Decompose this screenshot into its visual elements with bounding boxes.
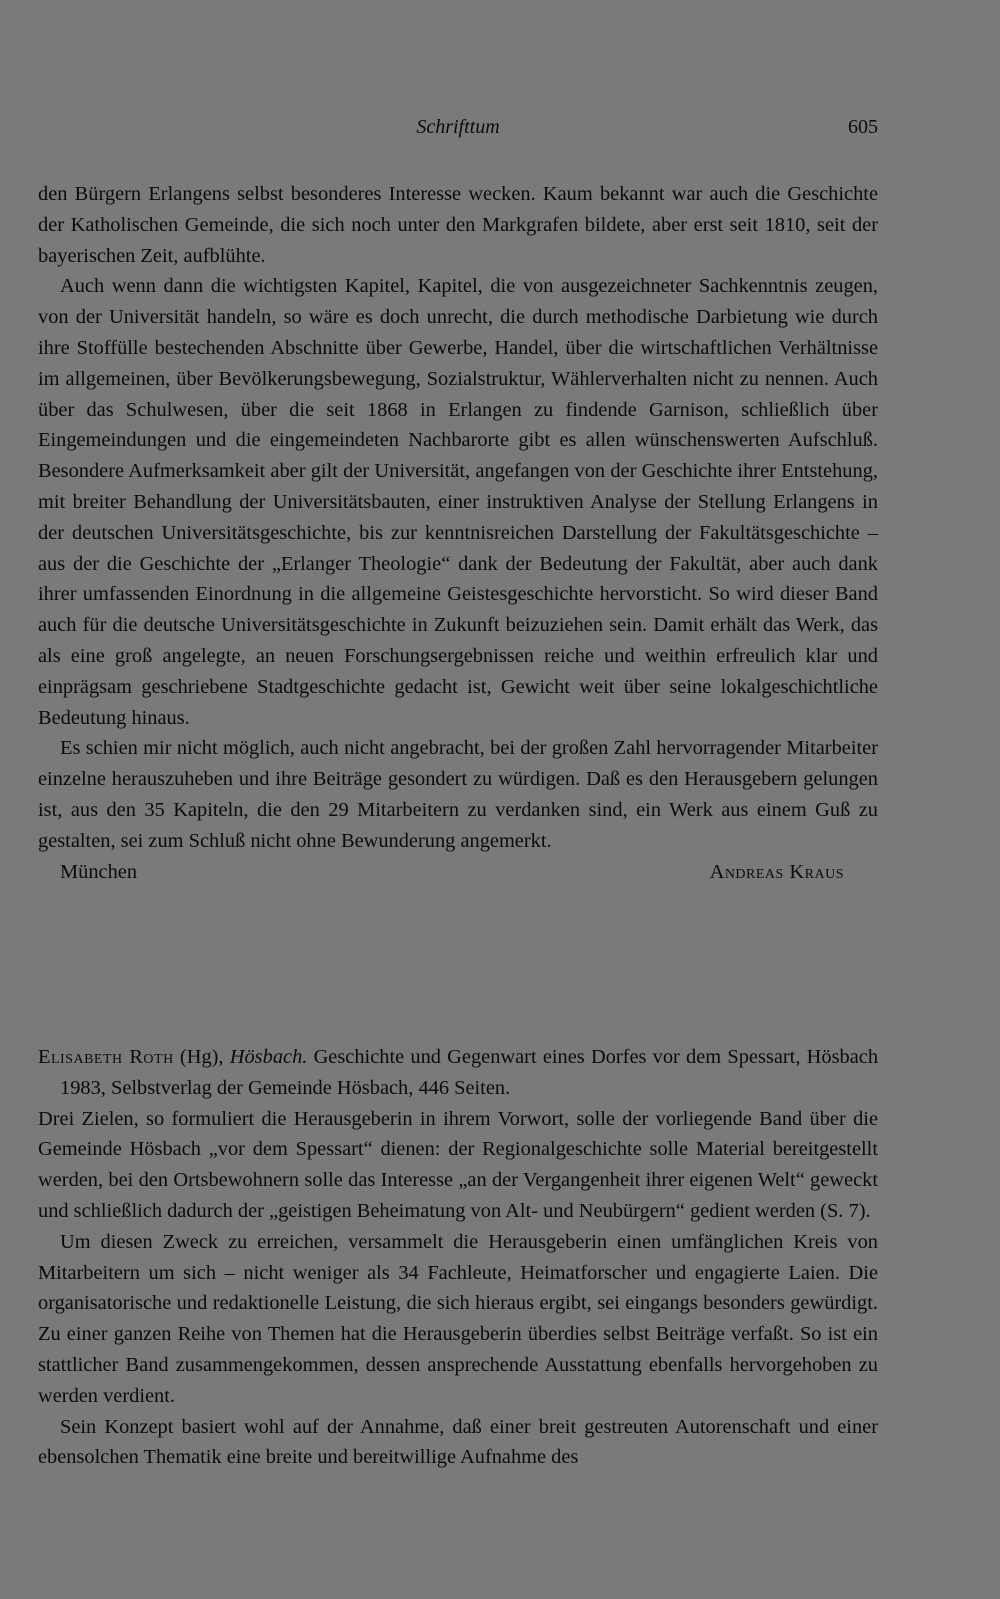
review1-paragraph-1: den Bürgern Erlangens selbst besonderes Interesse wecken. Kaum bekannt war auch die Geschichte der Katholischen Gemeinde, die sich noch unter den Markgrafen bildete, aber erst seit 1810, seit der bayerischen Zeit, aufblühte. bbox=[38, 183, 878, 267]
running-title: Schrifttum bbox=[416, 116, 500, 138]
review-erlangen bbox=[38, 179, 878, 887]
review2-ref-title: Hösbach. bbox=[229, 1046, 308, 1068]
review2-paragraph-1: Drei Zielen, so formuliert die Herausgeberin in ihrem Vorwort, solle der vorliegende Band über die Gemeinde Hösbach „vor dem Spessart“ dienen: der Regionalgeschichte solle Material bereitgestellt werden, bei den Ortsbewohnern solle das Interesse „an der Vergangenheit ihrer eigenen Welt“ geweckt und schließlich dadurch der „geistigen Beheimatung von Alt- und Neubürgern“ gedient werden (S. 7). bbox=[38, 1107, 878, 1222]
review2-paragraph-3: Sein Konzept basiert wohl auf der Annahme, daß einer breit gestreuten Autorenschaft und einer ebensolchen Thematik eine breite und bereitwillige Aufnahme des bbox=[38, 1415, 878, 1469]
page-header bbox=[38, 116, 878, 146]
review1-place: München bbox=[60, 860, 138, 883]
review-hoesbach bbox=[38, 1042, 878, 1473]
review1-signature bbox=[38, 857, 878, 888]
review2-ref-author: Elisabeth Roth bbox=[38, 1046, 174, 1068]
review2-ref-details: Geschichte und Gegenwart eines Dorfes vor dem Spessart, Hösbach 1983, Selbstverlag der Gemeinde Hösbach, 446 Seiten. bbox=[60, 1046, 879, 1099]
review1-paragraph-3: Es schien mir nicht möglich, auch nicht angebracht, bei der großen Zahl hervorragender Mitarbeiter einzelne herauszuheben und ihre Beiträge gesondert zu würdigen. Daß es den Herausgebern gelungen ist, aus den 35 Kapiteln, die den 29 Mitarbeitern zu verdanken sind, ein Werk aus einem Guß zu gestalten, sei zum Schluß nicht ohne Bewunderung angemerkt. bbox=[38, 737, 878, 852]
review1-author: Andreas Kraus bbox=[709, 860, 844, 883]
review1-paragraph-2: Auch wenn dann die wichtigsten Kapitel, Kapitel, die von ausgezeichneter Sachkenntnis zeugen, von der Universität handeln, so wäre es doch unrecht, die durch methodische Darbietung wie durch ihre Stoffülle bestechenden Abschnitte über Gewerbe, Handel, über die wirtschaftlichen Verhältnisse im allgemeinen, über Bevölkerungsbewegung, Sozialstruktur, Wählerverhalten nicht zu nennen. Auch über das Schulwesen, über die seit 1868 in Erlangen zu findende Garnison, schließlich über Eingemeindungen und die eingemeindeten Nachbarorte gibt es allen wünschenswerten Aufschluß. Besondere Aufmerksamkeit aber gilt der Universität, angefangen von der Geschichte ihrer Entstehung, mit breiter Behandlung der Universitätsbauten, einer instruktiven Analyse der Stellung Erlangens in der deutschen Universitätsgeschichte, bis zur kenntnisreichen Darstellung der Fakultätsgeschichte – aus der die Geschichte der „Erlanger Theologie“ dank der Bedeutung der Fakultät, aber auch dank ihrer umfassenden Einordnung in die allgemeine Geistesgeschichte hervorsticht. So wird dieser Band auch für die deutsche Universitätsgeschichte in Zukunft beizuziehen sein. Damit erhält das Werk, das als eine groß angelegte, an neuen Forschungsergebnissen reiche und weithin erfreulich klar und einprägsam geschriebene Stadtgeschichte gedacht ist, Gewicht weit über seine lokalgeschichtliche Bedeutung hinaus. bbox=[38, 275, 878, 729]
review2-paragraph-2: Um diesen Zweck zu erreichen, versammelt die Herausgeberin einen umfänglichen Kreis von Mitarbeitern um sich – nicht weniger als 34 Fachleute, Heimatforscher und engagierte Laien. Die organisatorische und redaktionelle Leistung, die sich hieraus ergibt, sei eingangs besonders gewürdigt. Zu einer ganzen Reihe von Themen hat die Herausgeberin überdies selbst Beiträge verfaßt. So ist ein stattlicher Band zusammengekommen, dessen ansprechende Ausstattung ebenfalls hervorgehoben zu werden verdient. bbox=[38, 1230, 878, 1407]
review2-ref-hg: (Hg), bbox=[173, 1046, 230, 1068]
page-number: 605 bbox=[848, 116, 878, 138]
review2-bibliographic-reference bbox=[38, 1042, 878, 1104]
